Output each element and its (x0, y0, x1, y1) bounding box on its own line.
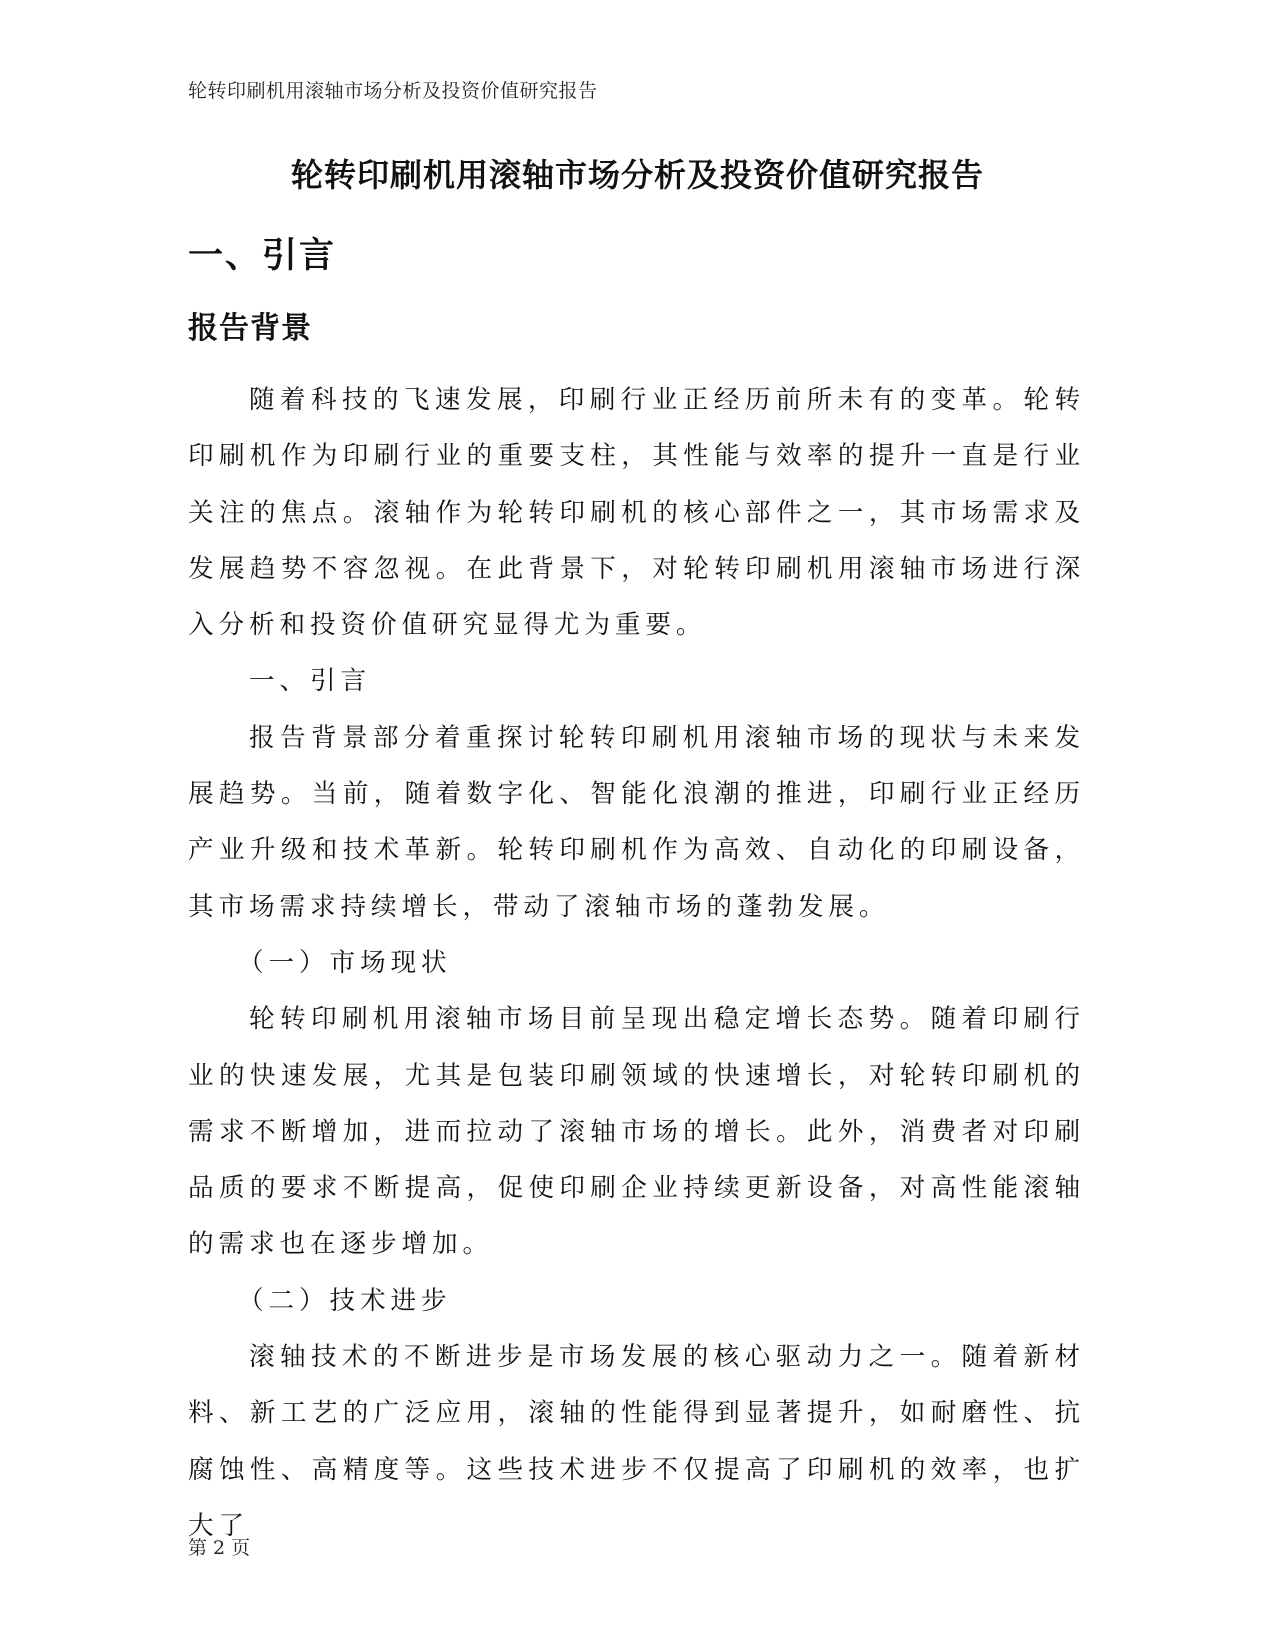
inline-heading-technology: （二）技术进步 (238, 1285, 452, 1316)
paragraph-market-status: 轮转印刷机用滚轴市场目前呈现出稳定增长态势。随着印刷行业的快速发展，尤其是包装印刷领域的快速增长，对轮转印刷机的需求不断增加，进而拉动了滚轴市场的增长。此外，消费者对印刷品质的要求不断提高，促使印刷企业持续更新设备，对高性能滚轴的需求也在逐步增加。 (188, 1004, 1085, 1260)
document-title: 轮转印刷机用滚轴市场分析及投资价值研究报告 (290, 156, 984, 194)
paragraph-background: 随着科技的飞速发展，印刷行业正经历前所未有的变革。轮转印刷机作为印刷行业的重要支柱，其性能与效率的提升一直是行业关注的焦点。滚轴作为轮转印刷机的核心部件之一，其市场需求及发展趋势不容忽视。在此背景下，对轮转印刷机用滚轴市场进行深入分析和投资价值研究显得尤为重要。 (188, 385, 1085, 641)
page-number: 第 2 页 (188, 1537, 251, 1559)
inline-heading-introduction: 一、引言 (249, 666, 371, 697)
paragraph-overview: 报告背景部分着重探讨轮转印刷机用滚轴市场的现状与未来发展趋势。当前，随着数字化、智能化浪潮的推进，印刷行业正经历产业升级和技术革新。轮转印刷机作为高效、自动化的印刷设备，其市场需求持续增长，带动了滚轴市场的蓬勃发展。 (188, 722, 1085, 922)
running-header: 轮转印刷机用滚轴市场分析及投资价值研究报告 (188, 80, 598, 102)
document-body (188, 372, 1085, 1554)
section-heading: 一、引言 (188, 235, 337, 276)
paragraph-technology: 滚轴技术的不断进步是市场发展的核心驱动力之一。随着新材料、新工艺的广泛应用，滚轴的性能得到显著提升，如耐磨性、抗腐蚀性、高精度等。这些技术进步不仅提高了印刷机的效率，也扩大了 (188, 1342, 1085, 1541)
subsection-heading: 报告背景 (188, 311, 312, 346)
inline-heading-market-status: （一）市场现状 (238, 947, 452, 978)
